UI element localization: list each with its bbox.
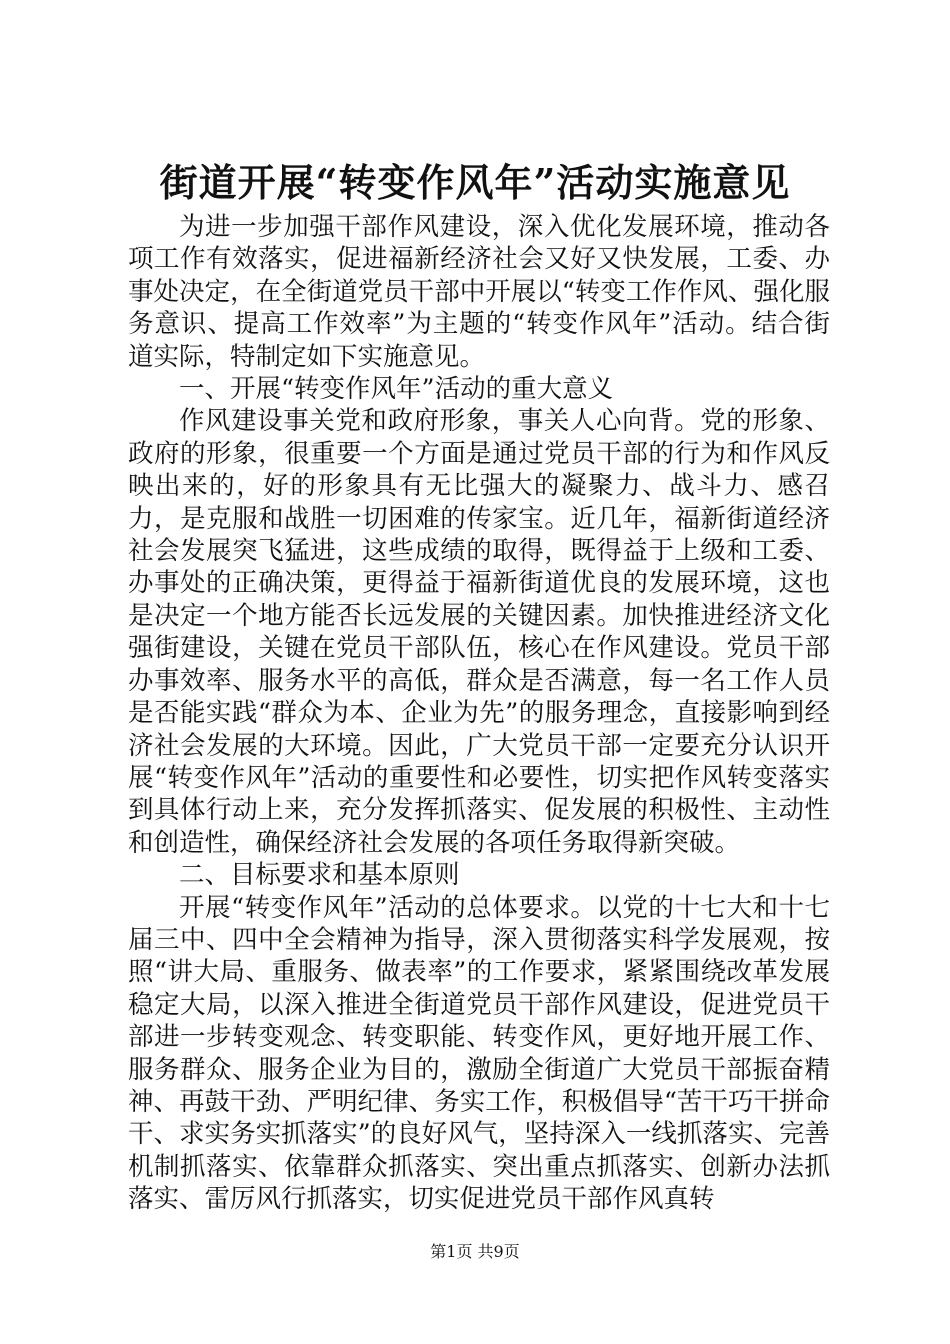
page-number-footer: 第1页 共9页 [430, 1242, 520, 1261]
section-heading-2: 二、目标要求和基本原则 [179, 860, 460, 891]
section-1-paragraph: 作风建设事关党和政府形象，事关人心向背。党的形象、政府的形象，很重要一个方面是通过党员干部的行为和作风反映出来的，好的形象具有无比强大的凝聚力、战斗力、感召力，是克服和战胜一切困难的传家宝。近几年，福新街道经济社会发展突飞猛进，这些成绩的取得，既得益于上级和工委、办事处的正确决策，更得益于福新街道优良的发展环境，这也是决定一个地方能否长远发展的关键因素。加快推进经济文化强街建设，关键在党员干部队伍，核心在作风建设。党员干部办事效率、服务水平的高低，群众是否满意，每一名工作人员是否能实践“群众为本、企业为先”的服务理念，直接影响到经济社会发展的大环境。因此，广大党员干部一定要充分认识开展“转变作风年”活动的重要性和必要性，切实把作风转变落实到具体行动上来，充分发挥抓落实、促发展的积极性、主动性和创造性，确保经济社会发展的各项任务取得新突破。 [128, 406, 830, 858]
section-heading-1: 一、开展“转变作风年”活动的重大意义 [179, 374, 614, 405]
section-2-paragraph: 开展“转变作风年”活动的总体要求。以党的十七大和十七届三中、四中全会精神为指导，深入贯彻落实科学发展观，按照“讲大局、重服务、做表率”的工作要求，紧紧围绕改革发展稳定大局，以深入推进全街道党员干部作风建设，促进党员干部进一步转变观念、转变职能、转变作风，更好地开展工作、服务群众、服务企业为目的，激励全街道广大党员干部振奋精神、再鼓干劲、严明纪律、务实工作，积极倡导“苦干巧干拼命干、求实务实抓落实”的良好风气，坚持深入一线抓落实、完善机制抓落实、依靠群众抓落实、突出重点抓落实、创新办法抓落实、雷厉风行抓落实，切实促进党员干部作风真转 [128, 892, 830, 1215]
document-title: 街道开展“转变作风年”活动实施意见 [159, 160, 791, 205]
document-body [128, 211, 830, 1216]
intro-paragraph: 为进一步加强干部作风建设，深入优化发展环境，推动各项工作有效落实，促进福新经济社会又好又快发展，工委、办事处决定，在全街道党员干部中开展以“转变工作作风、强化服务意识、提高工作效率”为主题的“转变作风年”活动。结合街道实际，特制定如下实施意见。 [128, 212, 830, 372]
